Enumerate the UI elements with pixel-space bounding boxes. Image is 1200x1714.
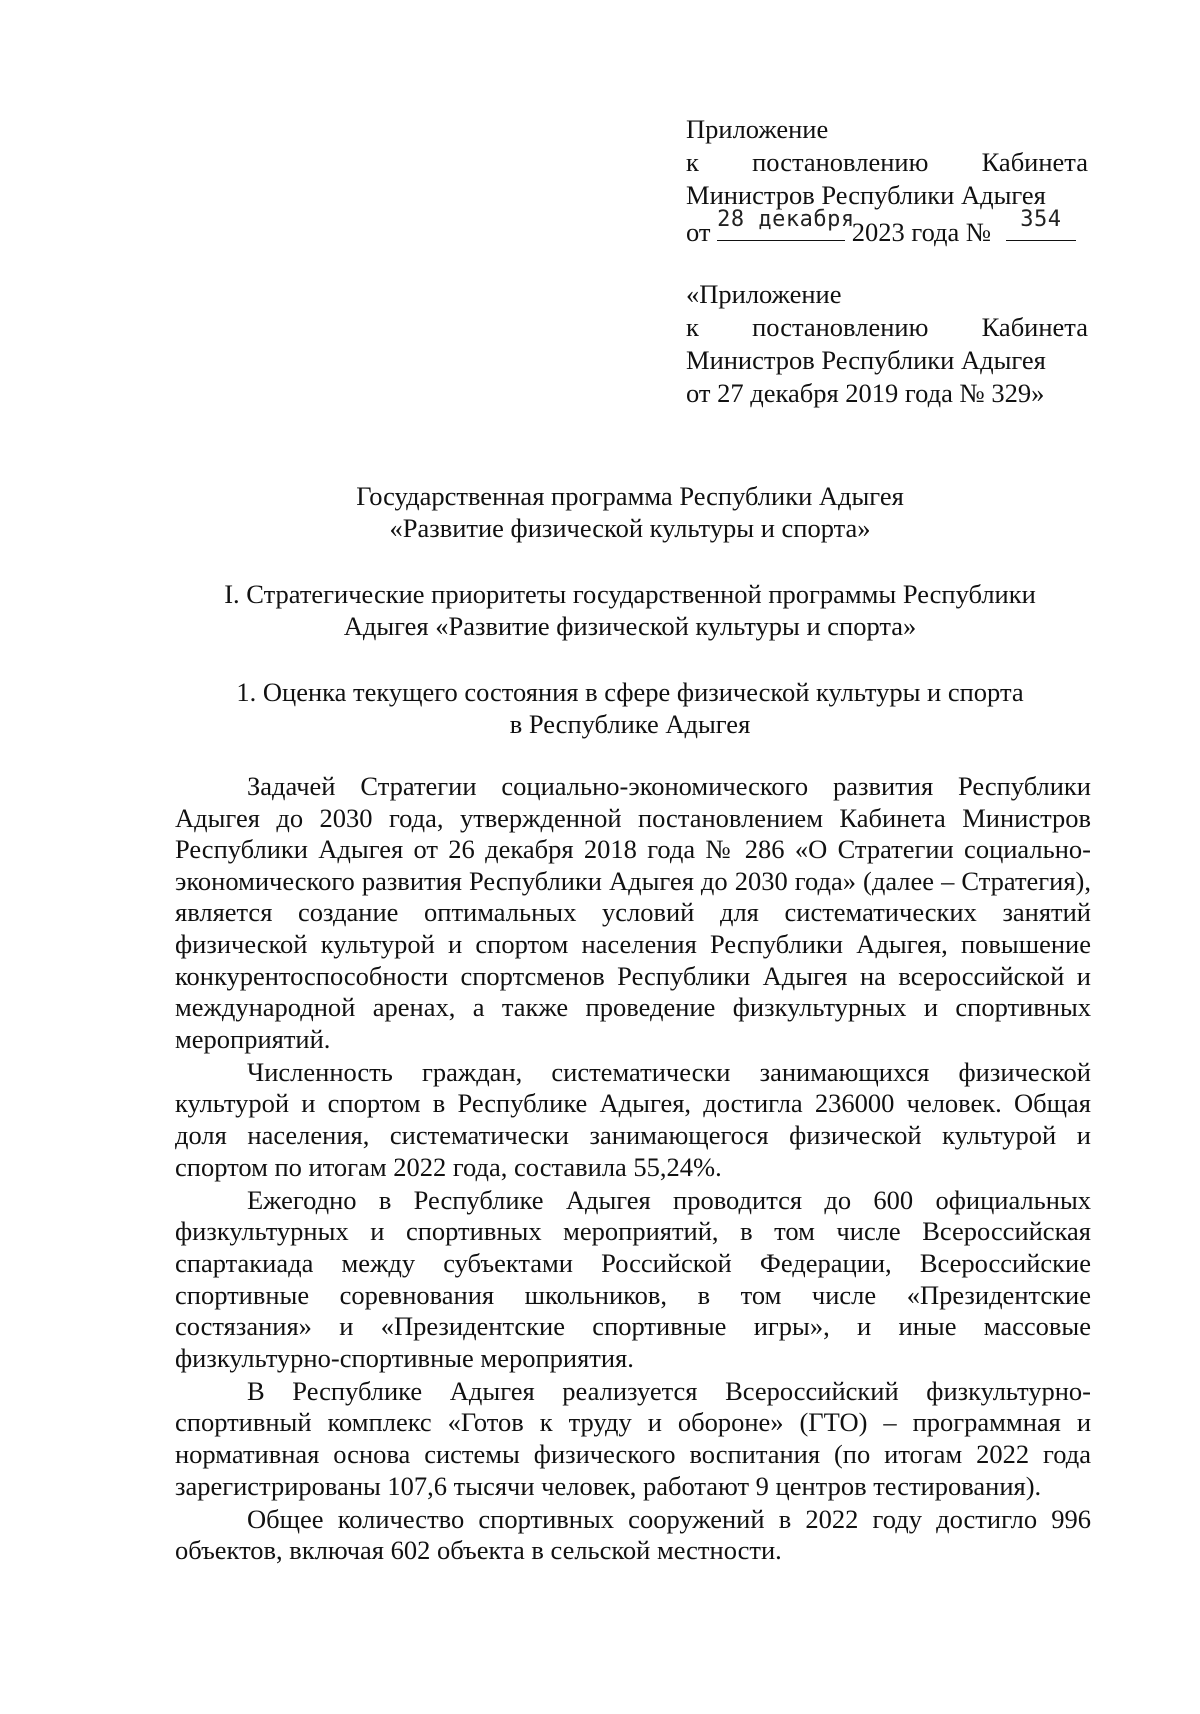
handwritten-number: 354 xyxy=(1020,207,1062,232)
date-blank-field xyxy=(717,207,855,241)
appendix-date-line: от 27 декабря 2019 года № 329» xyxy=(686,378,1045,408)
appendix-word: к xyxy=(686,312,699,342)
paragraph: Общее количество спортивных сооружений в 2022 году достигло 996 объектов, включая 602 объекта в сельской местности. xyxy=(175,1503,1091,1566)
program-title-line: «Развитие физической культуры и спорта» xyxy=(389,513,871,543)
paragraph: Ежегодно в Республике Адыгея проводится до 600 официальных физкультурных и спортивных мероприятий, в том числе Всероссийская спартакиада между субъектами Российской Федерации, Всероссийские спортивные соревнования школьников, в том числе «Президентские состязания» и «Президентские спортивные игры», и иные массовые физкультурно-спортивные мероприятия. xyxy=(175,1184,1091,1373)
subsection-heading-line: в Республике Адыгея xyxy=(509,709,751,739)
subsection-heading-line: 1. Оценка текущего состояния в сфере физической культуры и спорта xyxy=(236,677,1024,707)
paragraph: Численность граждан, систематически занимающихся физической культурой и спортом в Республике Адыгея, достигла 236000 человек. Общая доля населения, систематически занимающегося физической культурой и спортом по итогам 2022 года, составила 55,24%. xyxy=(175,1056,1091,1182)
date-prefix: от xyxy=(686,217,711,247)
section-heading xyxy=(170,578,1090,642)
number-blank-field xyxy=(1006,207,1076,241)
appendix-reference-line xyxy=(686,146,1088,179)
appendix-date-line xyxy=(686,207,1088,249)
appendix-word: Кабинета xyxy=(981,312,1088,342)
appendix-reference-line xyxy=(686,311,1088,344)
paragraph: В Республике Адыгея реализуется Всероссийский физкультурно-спортивный комплекс «Готов к труду и обороне» (ГТО) – программная и нормативная основа системы физического воспитания (по итогам 2022 года зарегистрированы 107,6 тысячи человек, работают 9 центров тестирования). xyxy=(175,1375,1091,1501)
section-heading-line: Адыгея «Развитие физической культуры и спорта» xyxy=(343,611,917,641)
appendix-word: постановлению xyxy=(752,147,929,177)
appendix-authority-line: Министров Республики Адыгея xyxy=(686,180,1046,210)
paragraph: Задачей Стратегии социально-экономического развития Республики Адыгея до 2030 года, утвержденной постановлением Кабинета Министров Республики Адыгея от 26 декабря 2018 года № 286 «О Стратегии социально-экономического развития Республики Адыгея до 2030 года» (далее – Стратегия), является создание оптимальных условий для систематических занятий физической культурой и спортом населения Республики Адыгея, повышение конкурентоспособности спортсменов Республики Адыгея на всероссийской и международной аренах, а также проведение физкультурных и спортивных мероприятий. xyxy=(175,771,1091,1054)
body-text xyxy=(175,771,1091,1568)
subsection-heading xyxy=(170,676,1090,740)
appendix-word: Кабинета xyxy=(981,147,1088,177)
section-heading-line: I. Стратегические приоритеты государственной программы Республики xyxy=(224,579,1036,609)
appendix-header-previous xyxy=(686,278,1088,410)
appendix-authority-line: Министров Республики Адыгея xyxy=(686,345,1046,375)
program-title xyxy=(170,480,1090,544)
appendix-word: к xyxy=(686,147,699,177)
date-year-text: 2023 года № xyxy=(851,217,992,247)
handwritten-date: 28 декабря xyxy=(717,207,855,232)
program-title-line: Государственная программа Республики Адыгея xyxy=(356,481,904,511)
appendix-title: Приложение xyxy=(686,114,829,144)
appendix-word: постановлению xyxy=(752,312,929,342)
appendix-header-current xyxy=(686,113,1088,249)
appendix-title: «Приложение xyxy=(686,279,842,309)
